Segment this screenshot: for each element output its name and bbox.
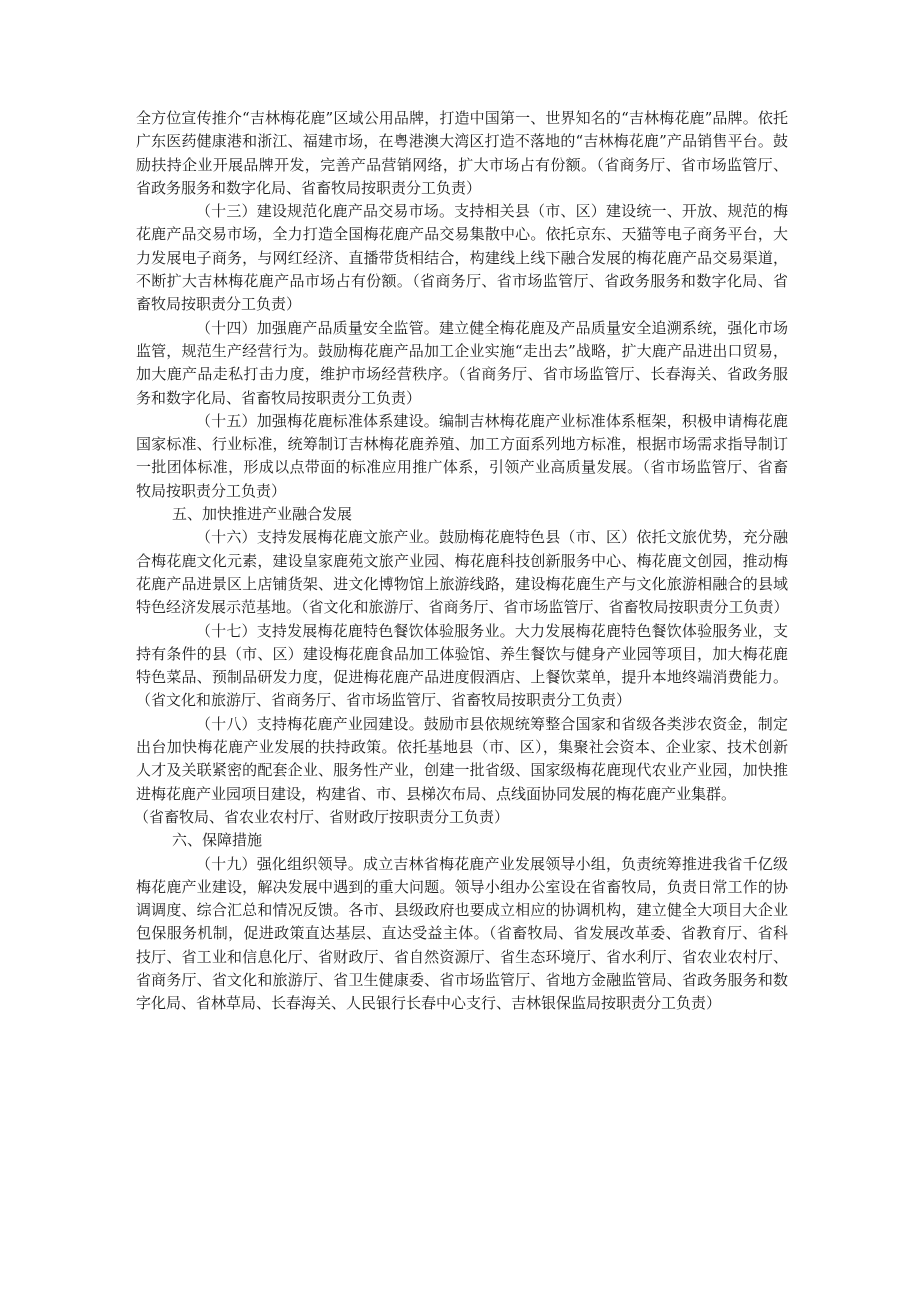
paragraph-item-19: （十九）强化组织领导。成立吉林省梅花鹿产业发展领导小组，负责统筹推进我省千亿级梅花鹿产业建设，解决发展中遇到的重大问题。领导小组办公室设在省畜牧局，负责日常工作的协调调度、综合汇总和情况反馈。各市、县级政府也要成立相应的协调机构，建立健全大项目大企业包保服务机制，促进政策直达基层、直达受益主体。（省畜牧局、省发展改革委、省教育厅、省科技厅、省工业和信息化厅、省财政厅、省自然资源厅、省生态环境厅、省水利厅、省农业农村厅、省商务厅、省文化和旅游厅、省卫生健康委、省市场监管厅、省地方金融监管局、省政务服务和数字化局、省林草局、长春海关、人民银行长春中心支行、吉林银保监局按职责分工负责） [136, 854, 788, 1013]
paragraph-item-17: （十七）支持发展梅花鹿特色餐饮体验服务业。大力发展梅花鹿特色餐饮体验服务业，支持有条件的县（市、区）建设梅花鹿食品加工体验馆、养生餐饮与健身产业园等项目，加大梅花鹿特色菜品、预制品研发力度，促进梅花鹿产品进度假酒店、上餐饮菜单，提升本地终端消费能力。（省文化和旅游厅、省商务厅、省市场监管厅、省畜牧局按职责分工负责） [136, 621, 788, 710]
section-heading-5: 五、加快推进产业融合发展 [172, 505, 353, 524]
paragraph-item-14: （十四）加强鹿产品质量安全监管。建立健全梅花鹿及产品质量安全追溯系统，强化市场监管，规范生产经营行为。鼓励梅花鹿产品加工企业实施“走出去”战略，扩大鹿产品进出口贸易，加大鹿产品走私打击力度，维护市场经营秩序。（省商务厅、省市场监管厅、长春海关、省政务服务和数字化局、省畜牧局按职责分工负责） [136, 318, 788, 407]
paragraph-item-18-responsibility: （省畜牧局、省农业农村厅、省财政厅按职责分工负责） [134, 807, 510, 826]
paragraph-item-13: （十三）建设规范化鹿产品交易市场。支持相关县（市、区）建设统一、开放、规范的梅花鹿产品交易市场，全力打造全国梅花鹿产品交易集散中心。依托京东、天猫等电子商务平台，大力发展电子商务，与网红经济、直播带货相结合，构建线上线下融合发展的梅花鹿产品交易渠道，不断扩大吉林梅花鹿产品市场占有份额。（省商务厅、省市场监管厅、省政务服务和数字化局、省畜牧局按职责分工负责） [136, 202, 788, 314]
paragraph-item-16: （十六）支持发展梅花鹿文旅产业。鼓励梅花鹿特色县（市、区）依托文旅优势，充分融合梅花鹿文化元素，建设皇家鹿苑文旅产业园、梅花鹿科技创新服务中心、梅花鹿文创园，推动梅花鹿产品进景区上店铺货架、进文化博物馆上旅游线路，建设梅花鹿生产与文化旅游相融合的县域特色经济发展示范基地。（省文化和旅游厅、省商务厅、省市场监管厅、省畜牧局按职责分工负责） [136, 528, 789, 617]
paragraph-item-18: （十八）支持梅花鹿产业园建设。鼓励市县依规统筹整合国家和省级各类涉农资金，制定出台加快梅花鹿产业发展的扶持政策。依托基地县（市、区），集聚社会资本、企业家、技术创新人才及关联紧密的配套企业、服务性产业，创建一批省级、国家级梅花鹿现代农业产业园，加快推进梅花鹿产业园项目建设，构建省、市、县梯次布局、点线面协同发展的梅花鹿产业集群。 [136, 714, 788, 803]
document-body [136, 107, 788, 1016]
paragraph-brand-promotion: 全方位宣传推介“吉林梅花鹿”区域公用品牌，打造中国第一、世界知名的“吉林梅花鹿”品牌。依托广东医药健康港和浙江、福建市场，在粤港澳大湾区打造不落地的“吉林梅花鹿”产品销售平台。鼓励扶持企业开展品牌开发，完善产品营销网络，扩大市场占有份额。（省商务厅、省市场监管厅、省政务服务和数字化局、省畜牧局按职责分工负责） [136, 109, 788, 197]
paragraph-item-15: （十五）加强梅花鹿标准体系建设。编制吉林梅花鹿产业标准体系框架，积极申请梅花鹿国家标准、行业标准，统筹制订吉林梅花鹿养殖、加工方面系列地方标准，根据市场需求指导制订一批团体标准，形成以点带面的标准应用推广体系，引领产业高质量发展。（省市场监管厅、省畜牧局按职责分工负责） [136, 411, 788, 500]
section-heading-6: 六、保障措施 [172, 831, 263, 850]
